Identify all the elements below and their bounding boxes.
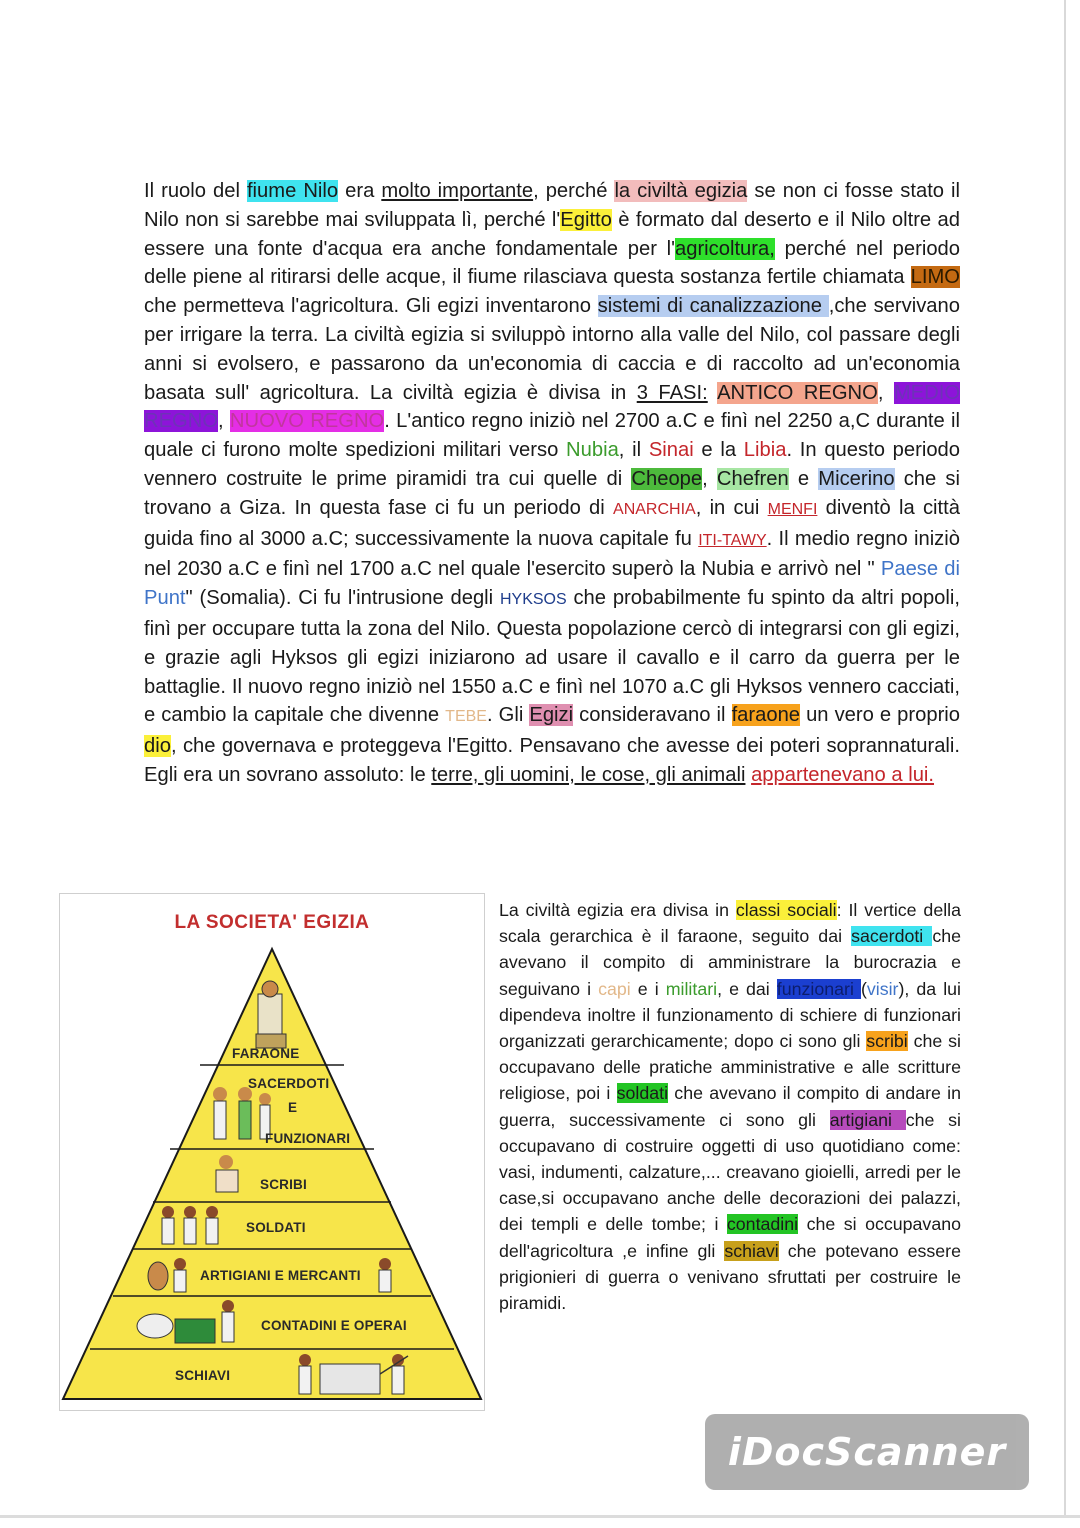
level-label-sacerdoti: SACERDOTI: [248, 1076, 330, 1091]
highlighted-text: NUOVO REGNO: [229, 410, 385, 433]
level-label-contadini: CONTADINI E OPERAI: [261, 1318, 407, 1333]
text-run: che probabilmente fu spinto da altri popoli, finì per occupare tutta la zona del Nilo. Questa popolazione cercò di integrarsi con gli egizi, e grazie agli Hyksos gli egizi iniziarono ad usare il cavallo e il carro da guerra per le battaglie. Il nuovo regno iniziò nel 1550 a.C e finì nel 1070 a.C gli Hyksos vennero cacciati, e cambio la capitale che divenne: [144, 587, 960, 727]
highlighted-text: fiume Nilo: [246, 180, 339, 202]
text-run: che si trovano a Giza. In questa fase ci fu un periodo di: [144, 467, 960, 519]
text-run: . Il medio regno iniziò nel 2030 a.C e finì nel 1700 a.C nel quale l'esercito superò la Nubia e arrivò nel ": [144, 527, 960, 581]
text-run: che avevano il compito di amministrare la burocrazia e seguivano i: [499, 926, 961, 999]
text-run: , in cui: [695, 496, 768, 519]
highlighted-text: agricoltura,: [674, 237, 775, 260]
text-run: che si occupavano dell'agricoltura ,e infine gli: [499, 1214, 961, 1261]
text-run: ,: [218, 410, 230, 433]
highlighted-text: Cheope: [631, 467, 703, 490]
highlighted-text: scribi: [866, 1031, 908, 1052]
pyramid-title: LA SOCIETA' EGIZIA: [174, 912, 370, 933]
highlighted-text: Nubia: [566, 439, 619, 462]
soldiers-figure: [162, 1206, 218, 1244]
text-run: , perché: [533, 180, 615, 202]
text-run: un vero e proprio: [800, 704, 961, 727]
text-run: " (Somalia). Ci fu l'intrusione degli: [185, 587, 500, 610]
highlighted-text: dio: [144, 735, 171, 758]
level-label-soldati: SOLDATI: [246, 1220, 306, 1235]
level-label-e: E: [288, 1100, 298, 1115]
highlighted-text: TEBE: [445, 708, 487, 726]
page-edge: [1064, 0, 1066, 1515]
level-label-funzionari: FUNZIONARI: [265, 1131, 351, 1146]
level-label-scribi: SCRIBI: [260, 1177, 307, 1192]
highlighted-text: appartenevano a lui.: [751, 763, 935, 786]
highlighted-text: faraone: [731, 704, 801, 727]
text-run: che si occupavano di costruire oggetti di uso quotidiano come: vasi, indumenti, calzature,... creavano gioielli, arredi per le case,si occupavano anche delle decorazioni dei palazzi, dei templi e delle tombe; i: [499, 1109, 961, 1235]
highlighted-text: terre, gli uomini, le cose, gli animali: [431, 763, 746, 786]
highlighted-text: capi: [598, 978, 631, 999]
text-run: e: [788, 467, 819, 490]
main-paragraph: [144, 177, 960, 790]
highlighted-text: ANARCHIA: [613, 500, 696, 518]
highlighted-text: la civiltà egizia: [614, 180, 748, 202]
highlighted-text: ANTICO REGNO: [717, 381, 878, 404]
text-run: perché nel periodo delle piene al ritirarsi delle acque, il fiume rilasciava questa sostanza fertile chiamata: [144, 237, 960, 289]
pyramid-figure: [59, 893, 485, 1411]
text-run: che avevano il compito di andare in guerra, successivamente ci sono gli: [499, 1083, 961, 1130]
highlighted-text: militari: [665, 978, 718, 999]
text-run: . L'antico regno iniziò nel 2700 a.C e finì nel 2250 a,C durante il quale ci furono molte spedizioni militari verso: [144, 410, 960, 462]
highlighted-text: Paese di Punt: [144, 558, 961, 610]
highlighted-text: Sinai: [648, 439, 694, 462]
text-run: è formato dal deserto e il Nilo oltre ad essere una fonte d'acqua era anche fondamentale per l': [144, 208, 960, 260]
highlighted-text: MEDIO REGNO: [144, 381, 961, 433]
highlighted-text: funzionari: [776, 978, 861, 999]
side-paragraph: [499, 897, 961, 1316]
text-run: ,: [877, 381, 894, 404]
highlighted-text: 3 FASI:: [636, 381, 708, 404]
text-run: . In questo periodo vennero costruite le prime piramidi tra cui quelle di: [144, 439, 960, 490]
text-run: ,che servivano per irrigare la terra. La civiltà egizia si sviluppò intorno alla valle del Nilo, col passare degli anni si evolsero, e passarono da un'economia di caccia e di raccolto ad un'economia basata sull' agricoltura. La civiltà egizia è divisa in: [144, 295, 960, 404]
highlighted-text: sacerdoti: [851, 926, 933, 947]
page-edge-bottom: [0, 1515, 1080, 1518]
highlighted-text: Libia: [743, 439, 787, 462]
highlighted-text: LIMO: [910, 266, 960, 289]
highlighted-text: Micerino: [818, 467, 895, 490]
text-run: diventò la città guida fino al 3000 a.C; successivamente la nuova capitale fu: [144, 496, 960, 550]
highlighted-text: ITI-TAWY: [698, 531, 767, 549]
text-run: La civiltà egizia era divisa in: [499, 900, 736, 920]
priests-figure: [213, 1087, 271, 1139]
highlighted-text: artigiani: [829, 1109, 906, 1130]
text-run: ), da lui dipendeva inoltre il funzionamento di schiere di funzionari organizzati gerarchicamente; dopo ci sono gli: [499, 978, 962, 1052]
highlighted-text: Egizi: [529, 704, 574, 727]
highlighted-text: molto importante: [381, 180, 534, 202]
text-run: , e dai: [717, 978, 777, 999]
highlighted-text: contadini: [726, 1214, 799, 1235]
text-run: che potevano essere prigionieri di guerra o venivano sfruttati per costruire le piramidi.: [499, 1240, 961, 1314]
text-run: che permetteva l'agricoltura. Gli egizi inventarono: [144, 295, 598, 318]
highlighted-text: Chefren: [716, 467, 789, 490]
highlighted-text: MENFI: [767, 500, 818, 518]
level-label-schiavi: SCHIAVI: [175, 1368, 231, 1383]
text-run: [708, 382, 717, 404]
text-run: . Gli: [486, 704, 530, 727]
highlighted-text: classi sociali: [735, 900, 837, 920]
highlighted-text: schiavi: [724, 1240, 779, 1261]
level-label-faraone: FARAONE: [232, 1046, 300, 1061]
text-run: (: [860, 978, 867, 999]
text-run: , che governava e proteggeva l'Egitto. Pensavano che avesse dei poteri soprannaturali. Egli era un sovrano assoluto: le: [144, 735, 960, 786]
highlighted-text: sistemi di canalizzazione: [597, 295, 829, 318]
highlighted-text: HYKSOS: [499, 591, 567, 609]
watermark-text: iDocScanner: [727, 1430, 1007, 1474]
text-run: , il: [618, 439, 649, 462]
highlighted-text: soldati: [616, 1083, 669, 1104]
text-run: consideravano il: [573, 704, 732, 727]
text-run: che si occupavano delle pratiche amministrative e alle scritture religiose, poi i: [499, 1031, 961, 1104]
scanner-watermark: [705, 1414, 1029, 1490]
text-run: se non ci fosse stato il Nilo non si sarebbe mai sviluppata lì, perché l': [144, 180, 961, 231]
highlighted-text: Egitto: [560, 208, 612, 231]
level-label-artigiani: ARTIGIANI E MERCANTI: [200, 1268, 361, 1283]
text-run: : Il vertice della scala gerarchica è il faraone, seguito dai: [499, 900, 962, 947]
text-run: e i: [630, 978, 666, 999]
highlighted-text: visir: [866, 978, 899, 999]
text-run: Il ruolo del: [144, 180, 247, 202]
text-run: era: [338, 180, 382, 202]
text-run: ,: [702, 467, 717, 490]
text-run: e la: [693, 439, 744, 462]
